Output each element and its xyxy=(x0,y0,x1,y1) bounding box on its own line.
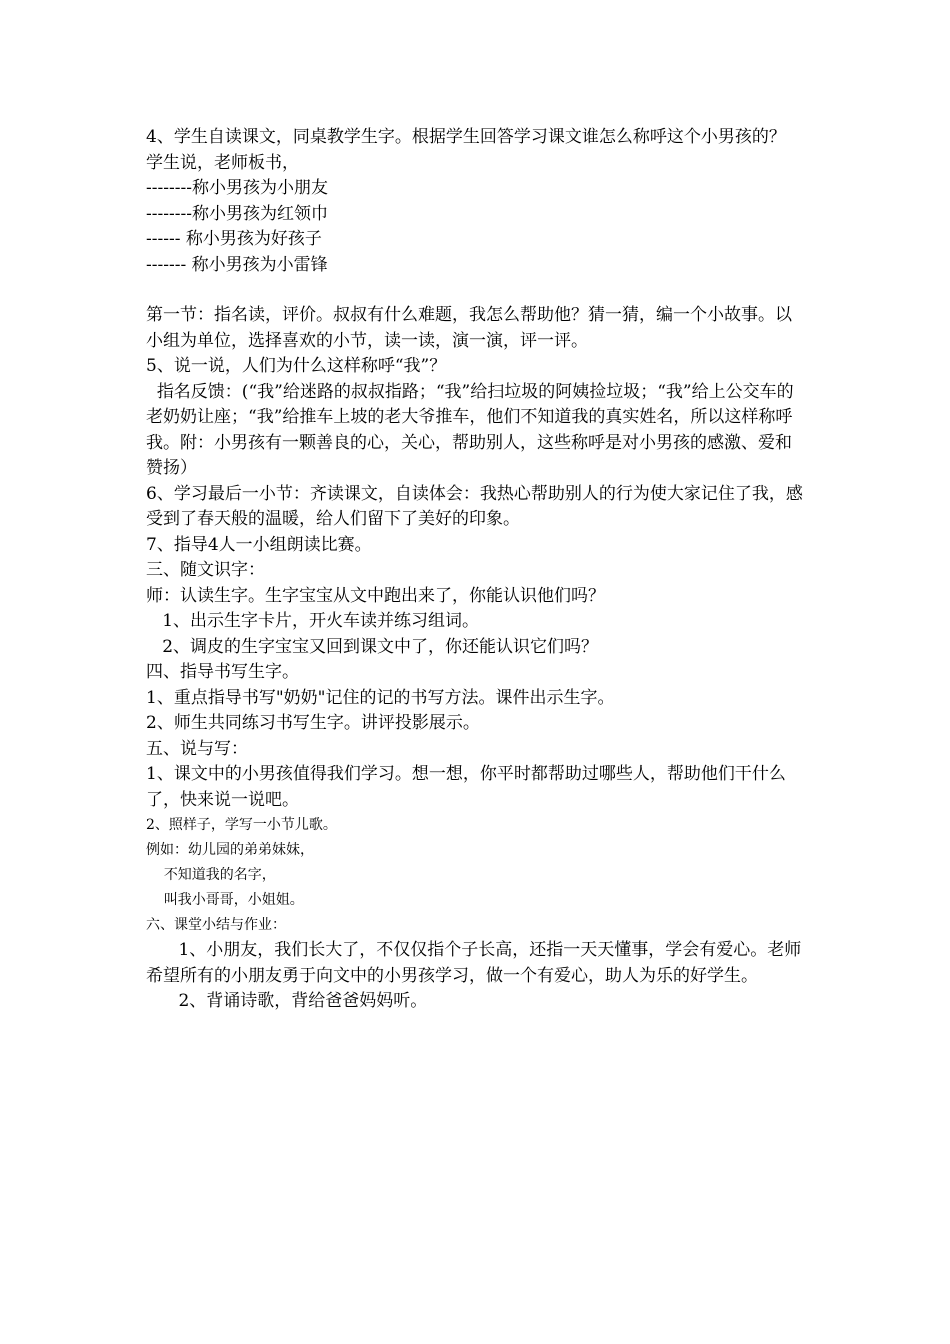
text-line: 1、课文中的小男孩值得我们学习。想一想，你平时都帮助过哪些人，帮助他们干什么了，快来说一说吧。 xyxy=(146,764,786,810)
text-line: 1、重点指导书写"奶奶"记住的记的书写方法。课件出示生字。 xyxy=(146,687,615,708)
text-line: 2、调皮的生字宝宝又回到课文中了，你还能认识它们吗？ xyxy=(146,636,599,657)
blank-line xyxy=(146,278,808,303)
text-line: 4、学生自读课文，同桌教学生字。根据学生回答学习课文谁怎么称呼这个小男孩的？ xyxy=(146,127,786,147)
text-line: 不知道我的名字， xyxy=(146,867,276,883)
text-line: 师：认读生字。生字宝宝从文中跑出来了，你能认识他们吗？ xyxy=(146,585,605,606)
text-line: 5、说一说，人们为什么这样称呼“我”？ xyxy=(146,356,447,376)
text-line: ------ 称小男孩为好孩子 xyxy=(146,229,322,249)
text-line: 学生说，老师板书， xyxy=(146,152,299,173)
section-heading: 三、随文识字： xyxy=(146,560,265,580)
text-line: 6、学习最后一小节：齐读课文，自读体会：我热心帮助别人的行为使大家记住了我，感受到了春天般的温暖，给人们留下了美好的印象。 xyxy=(146,483,803,529)
document-body xyxy=(146,125,808,1015)
text-line: 叫我小哥哥，小姐姐。 xyxy=(146,892,304,908)
section-heading: 四、指导书写生字。 xyxy=(146,662,299,682)
text-line: 1、出示生字卡片，开火车读并练习组词。 xyxy=(146,611,480,631)
text-line: 指名反馈：(“我”给迷路的叔叔指路；“我”给扫垃圾的阿姨捡垃圾；“我”给上公交车的老奶奶让座；“我”给推车上坡的老大爷推车，他们不知道我的真实姓名，所以这样称呼我。附：小男孩有一颗善良的心，关心，帮助别人，这些称呼是对小男孩的感激、爱和赞扬） xyxy=(146,381,794,478)
text-line: 2、师生共同练习书写生字。讲评投影展示。 xyxy=(146,713,480,733)
text-line: 1、小朋友，我们长大了，不仅仅指个子长高，还指一天天懂事，学会有爱心。老师希望所有的小朋友勇于向文中的小男孩学习，做一个有爱心，助人为乐的好学生。 xyxy=(146,940,802,986)
text-line: 例如：幼儿园的弟弟妹妹， xyxy=(146,842,314,858)
text-line: 第一节：指名读，评价。叔叔有什么难题，我怎么帮助他？猜一猜，编一个小故事。以小组为单位，选择喜欢的小节，读一读，演一演，评一评。 xyxy=(146,305,792,351)
text-line: 7、指导4人一小组朗读比赛。 xyxy=(146,534,372,555)
text-line: ------- 称小男孩为小雷锋 xyxy=(146,254,328,275)
text-line: --------称小男孩为小朋友 xyxy=(146,178,328,198)
text-line: 2、照样子，学写一小节儿歌。 xyxy=(146,817,337,833)
section-heading: 六、课堂小结与作业： xyxy=(146,917,286,933)
section-heading: 五、说与写： xyxy=(146,738,248,759)
text-line: --------称小男孩为红领巾 xyxy=(146,203,328,224)
text-line: 2、背诵诗歌，背给爸爸妈妈听。 xyxy=(146,991,428,1011)
